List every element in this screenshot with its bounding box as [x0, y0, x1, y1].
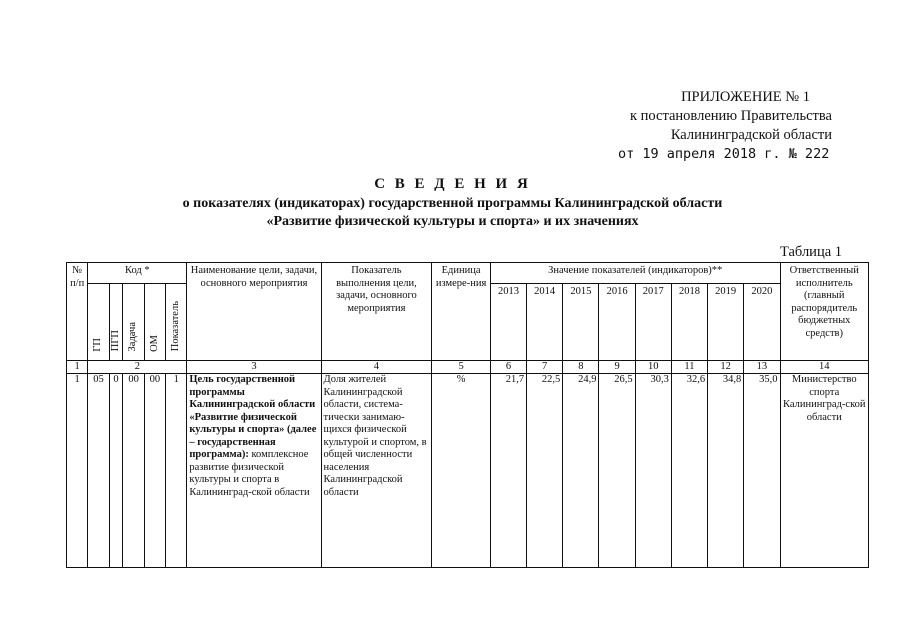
- value-cell: 32,6: [671, 374, 707, 568]
- year-header: 2014: [527, 284, 563, 361]
- column-number: 6: [490, 361, 526, 374]
- year-header: 2018: [671, 284, 707, 361]
- value-cell: 26,5: [599, 374, 635, 568]
- indicator-cell: Доля жителей Калининградской области, система-тически занимаю-щихся физической культурой и спортом, в общей численности населения Калининградской области: [321, 374, 432, 568]
- responsible-cell: Министерство спорта Калининград-ской области: [780, 374, 868, 568]
- code-task: 00: [123, 374, 144, 568]
- year-header: 2017: [635, 284, 671, 361]
- column-number: 13: [744, 361, 780, 374]
- code-sub-header: Задача: [123, 284, 144, 361]
- header-name: Наименование цели, задачи, основного мероприятия: [187, 263, 321, 361]
- unit-cell: %: [432, 374, 491, 568]
- year-header: 2016: [599, 284, 635, 361]
- header-num: № п/п: [67, 263, 88, 361]
- appendix-title: ПРИЛОЖЕНИЕ № 1: [681, 89, 810, 105]
- table-row: [67, 374, 869, 568]
- header-unit: Единица измере-ния: [432, 263, 491, 361]
- appendix-line: к постановлению Правительства: [630, 108, 832, 124]
- header-indicator: Показатель выполнения цели, задачи, основного мероприятия: [321, 263, 432, 361]
- code-sub-header: Показатель: [166, 284, 187, 361]
- goal-name-bold: Цель государственной программы Калининградской области «Развитие физической культуры и спорта» (далее – государственная программа):: [189, 374, 317, 460]
- appendix-block: [600, 88, 840, 164]
- value-cell: 22,5: [527, 374, 563, 568]
- column-number: 2: [88, 361, 187, 374]
- row-number: 1: [67, 374, 88, 568]
- column-number: 10: [635, 361, 671, 374]
- code-indicator: 1: [166, 374, 187, 568]
- column-number: 9: [599, 361, 635, 374]
- column-number: 11: [671, 361, 707, 374]
- column-number: 8: [563, 361, 599, 374]
- column-number: 3: [187, 361, 321, 374]
- column-number: 7: [527, 361, 563, 374]
- column-number-row: [67, 361, 869, 374]
- appendix-date-number: от 19 апреля 2018 г. № 222: [618, 146, 830, 162]
- code-pgp: 0: [109, 374, 123, 568]
- document-title: С В Е Д Е Н И Я: [374, 176, 531, 192]
- value-cell: 35,0: [744, 374, 780, 568]
- header-values: Значение показателей (индикаторов)**: [490, 263, 780, 284]
- column-number: 12: [708, 361, 744, 374]
- value-cell: 24,9: [563, 374, 599, 568]
- goal-name-text: комплексное развитие физической культуры и спорта в Калининград-ской области: [189, 449, 310, 498]
- table-label: Таблица 1: [780, 244, 843, 260]
- indicators-table: [66, 262, 869, 568]
- document-subtitle: «Развитие физической культуры и спорта» и их значениях: [266, 214, 639, 229]
- goal-name-cell: [187, 374, 321, 568]
- value-cell: 34,8: [708, 374, 744, 568]
- column-number: 14: [780, 361, 868, 374]
- appendix-line: Калининградской области: [670, 127, 832, 143]
- year-header: 2013: [490, 284, 526, 361]
- value-cell: 30,3: [635, 374, 671, 568]
- year-header: 2019: [708, 284, 744, 361]
- document-subtitle: о показателях (индикаторах) государственной программы Калининградской области: [182, 196, 723, 211]
- code-sub-header: ГП: [88, 284, 109, 361]
- column-number: 4: [321, 361, 432, 374]
- code-sub-header: ОМ: [144, 284, 165, 361]
- year-header: 2015: [563, 284, 599, 361]
- header-responsible: Ответственный исполнитель (главный распорядитель бюджетных средств): [780, 263, 868, 361]
- year-header: 2020: [744, 284, 780, 361]
- code-sub-header: ПГП: [109, 284, 123, 361]
- column-number: 1: [67, 361, 88, 374]
- header-row: [67, 263, 869, 284]
- column-number: 5: [432, 361, 491, 374]
- code-gp: 05: [88, 374, 109, 568]
- value-cell: 21,7: [490, 374, 526, 568]
- header-code: Код *: [88, 263, 187, 284]
- code-om: 00: [144, 374, 165, 568]
